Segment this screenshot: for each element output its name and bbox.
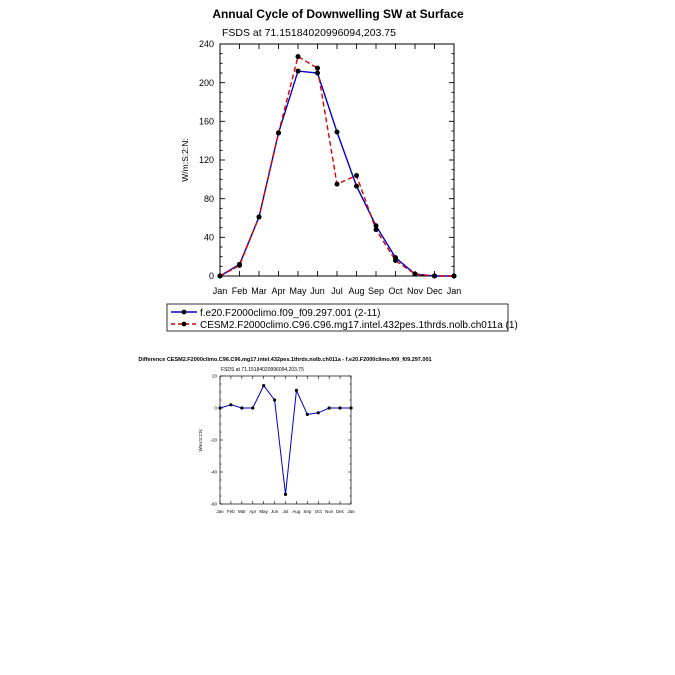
diff-x-tick-label: Jul [282, 509, 289, 514]
main-x-tick-label: May [289, 286, 307, 296]
diff-series-1-point [251, 406, 254, 409]
main-plot-frame [220, 44, 454, 276]
diff-x-tick-label: Apr [249, 509, 257, 514]
main-series-2-point [315, 66, 320, 71]
main-x-tick-label: Jan [446, 286, 462, 296]
main-x-tick-label: Nov [406, 286, 424, 296]
diff-x-tick-label: Dec [336, 509, 345, 514]
diff-x-tick-label: Oct [314, 509, 322, 514]
diff-series-1-point [273, 398, 276, 401]
main-y-tick-label: 40 [203, 232, 214, 243]
diff-y-tick-label: 20 [211, 373, 217, 379]
diff-x-tick-label: Sep [303, 509, 312, 514]
main-x-tick-label: Feb [231, 286, 248, 296]
diff-x-tick-label: Aug [292, 509, 301, 514]
diff-series-1-point [328, 406, 331, 409]
main-series-2-point [276, 130, 281, 135]
main-series-2-line [220, 57, 454, 276]
difference-chart [138, 357, 431, 514]
diff-y-tick-label: -20 [210, 437, 217, 443]
main-series-2-point [257, 215, 262, 220]
main-series-2-point [413, 272, 418, 277]
main-y-tick-label: 160 [198, 116, 214, 127]
legend-label-series-2: CESM2.F2000climo.C96.C96.mg17.intel.432pes.1thrds.nolb.ch011a (1) [200, 320, 518, 331]
main-series-2-point [335, 182, 340, 187]
main-axes [199, 39, 461, 296]
main-x-tick-label: Sep [367, 286, 385, 296]
diff-x-tick-label: Jan [216, 509, 224, 514]
diff-series-1-point [306, 413, 309, 416]
main-chart-subtitle: FSDS at 71.15184020996094,203.75 [222, 27, 396, 39]
main-x-tick-label: Aug [348, 286, 365, 296]
legend [167, 304, 518, 331]
main-series-1-point [296, 69, 301, 74]
main-series-2-point [237, 263, 242, 268]
diff-y-tick-label: 0 [214, 405, 217, 411]
legend-label-series-1: f.e20.F2000climo.f09_f09.297.001 (2-11) [200, 308, 381, 319]
diff-series [218, 384, 352, 496]
diff-y-axis-label: W/m:S:2:N: [198, 428, 203, 452]
main-x-tick-label: Mar [251, 286, 267, 296]
diff-axes [210, 374, 355, 514]
main-series-2-point [296, 54, 301, 59]
main-series [218, 54, 457, 278]
diff-series-1-point [295, 389, 298, 392]
main-x-tick-label: Oct [388, 286, 403, 296]
diff-series-1-point [284, 493, 287, 496]
main-x-tick-label: Apr [271, 286, 286, 296]
legend-marker-series-1 [182, 310, 187, 315]
diff-x-tick-label: Feb [227, 509, 235, 514]
main-series-2-point [452, 274, 457, 279]
diff-series-1-point [349, 406, 352, 409]
main-y-tick-label: 0 [208, 271, 214, 282]
diff-chart-subtitle: FSDS at 71.15184020996094,203.75 [221, 367, 304, 373]
main-series-2-point [354, 173, 359, 178]
main-series-2-point [393, 258, 398, 263]
main-y-axis-label: W/m:S:2:N: [180, 138, 190, 182]
main-series-1-line [220, 71, 454, 276]
diff-series-1-point [229, 403, 232, 406]
main-chart [180, 7, 464, 296]
main-y-tick-label: 240 [198, 39, 214, 50]
main-y-tick-label: 80 [203, 193, 214, 204]
diff-y-tick-label: -60 [210, 501, 217, 507]
legend-marker-series-2 [182, 322, 187, 327]
main-series-1-point [354, 184, 359, 189]
diff-series-1-point [317, 411, 320, 414]
diff-series-1-line [220, 386, 351, 495]
main-series-1-point [315, 71, 320, 76]
diff-x-tick-label: Nov [325, 509, 334, 514]
diff-x-tick-label: Mar [237, 509, 246, 514]
diff-x-tick-label: May [259, 509, 268, 514]
main-y-tick-label: 200 [198, 77, 214, 88]
diff-chart-title: Difference CESM2.F2000climo.C96.C96.mg17.intel.432pes.1thrds.nolb.ch011a - f.e20.F2000climo.f09_f09.297.001 [138, 357, 432, 363]
main-series-1-point [335, 129, 340, 134]
main-series-2-point [218, 274, 223, 279]
main-x-tick-label: Jan [212, 286, 228, 296]
diff-y-tick-label: -40 [210, 469, 217, 475]
main-chart-title: Annual Cycle of Downwelling SW at Surface [212, 7, 464, 21]
main-x-tick-label: Jun [310, 286, 325, 296]
diff-series-1-point [338, 406, 341, 409]
main-series-2-point [432, 274, 437, 279]
main-y-tick-label: 120 [198, 155, 214, 166]
diff-x-tick-label: Jan [347, 509, 355, 514]
diff-series-1-point [262, 384, 265, 387]
diff-series-1-point [240, 406, 243, 409]
main-x-tick-label: Dec [426, 286, 443, 296]
main-series-2-point [374, 227, 379, 232]
diff-x-tick-label: Jun [270, 509, 279, 514]
diff-plot-frame [220, 376, 351, 504]
diff-series-1-point [218, 406, 221, 409]
main-x-tick-label: Jul [331, 286, 343, 296]
